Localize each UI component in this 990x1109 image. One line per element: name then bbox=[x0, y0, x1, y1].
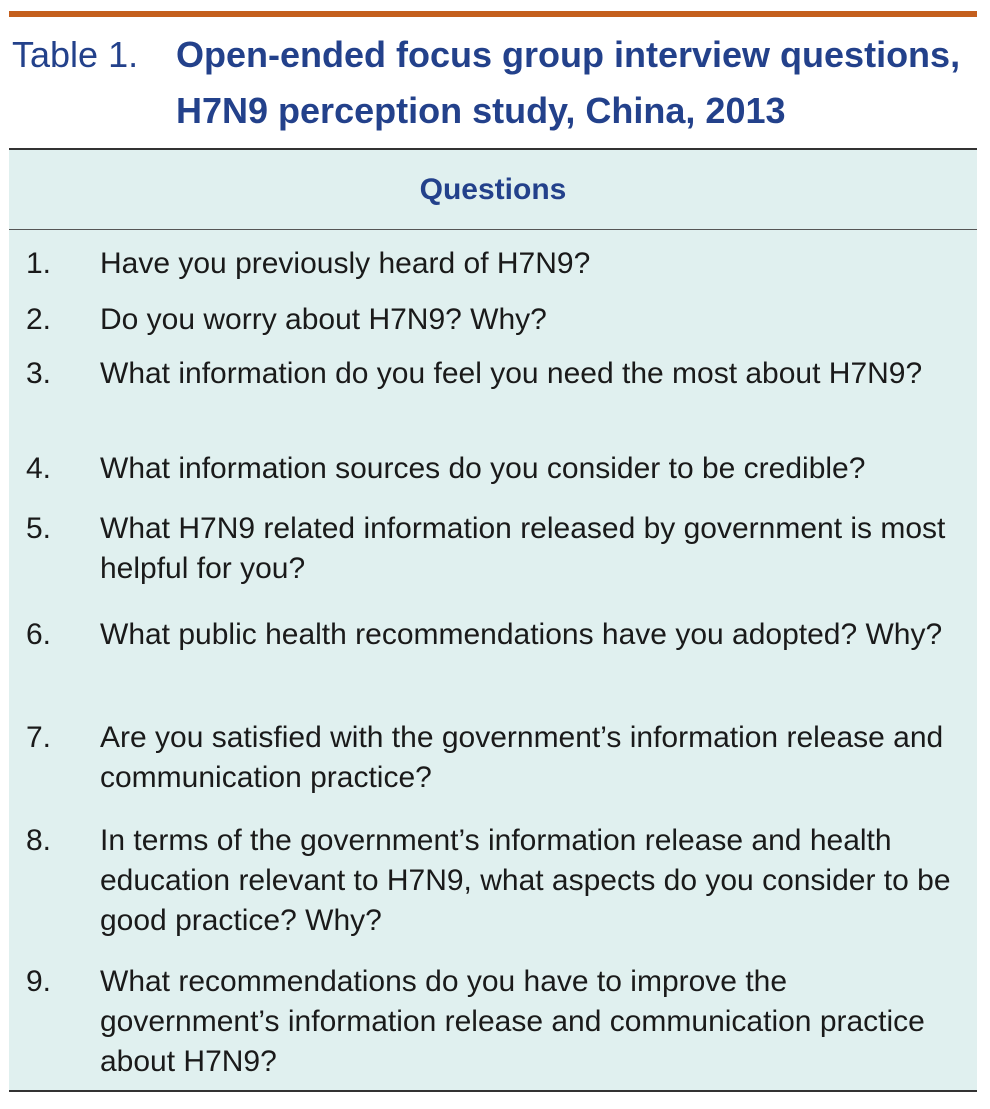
question-text: What information do you feel you need the most about H7N9? bbox=[100, 357, 923, 390]
question-number: 3. bbox=[26, 357, 52, 390]
question-number: 5. bbox=[26, 512, 52, 545]
question-text: In terms of the government’s information release and health education relevant to H7N9, what aspects do you consider to be good practice? Why? bbox=[100, 824, 951, 937]
question-number: 2. bbox=[26, 303, 52, 336]
question-text: What H7N9 related information released by government is most helpful for you? bbox=[100, 512, 946, 585]
question-text: Have you previously heard of H7N9? bbox=[100, 247, 591, 280]
question-number: 8. bbox=[26, 824, 52, 857]
question-number: 4. bbox=[26, 452, 52, 485]
question-text: Are you satisfied with the government’s information release and communication practice? bbox=[100, 721, 944, 794]
question-number: 1. bbox=[26, 247, 52, 280]
question-text: What recommendations do you have to improve the government’s information release and communication practice about H7N9? bbox=[100, 965, 925, 1078]
question-text: What information sources do you consider to be credible? bbox=[100, 452, 866, 485]
table-label: Table 1. bbox=[12, 34, 139, 75]
question-number: 7. bbox=[26, 721, 52, 754]
top-accent-rule bbox=[9, 11, 977, 17]
question-text: What public health recommendations have you adopted? Why? bbox=[100, 618, 943, 651]
question-number: 9. bbox=[26, 965, 52, 998]
table-header bbox=[9, 150, 977, 230]
column-header-questions: Questions bbox=[419, 172, 567, 206]
table-title: Open-ended focus group interview questions, H7N9 perception study, China, 2013 bbox=[176, 34, 961, 131]
question-number: 6. bbox=[26, 618, 52, 651]
questions-table bbox=[9, 148, 977, 1092]
question-text: Do you worry about H7N9? Why? bbox=[100, 303, 547, 336]
